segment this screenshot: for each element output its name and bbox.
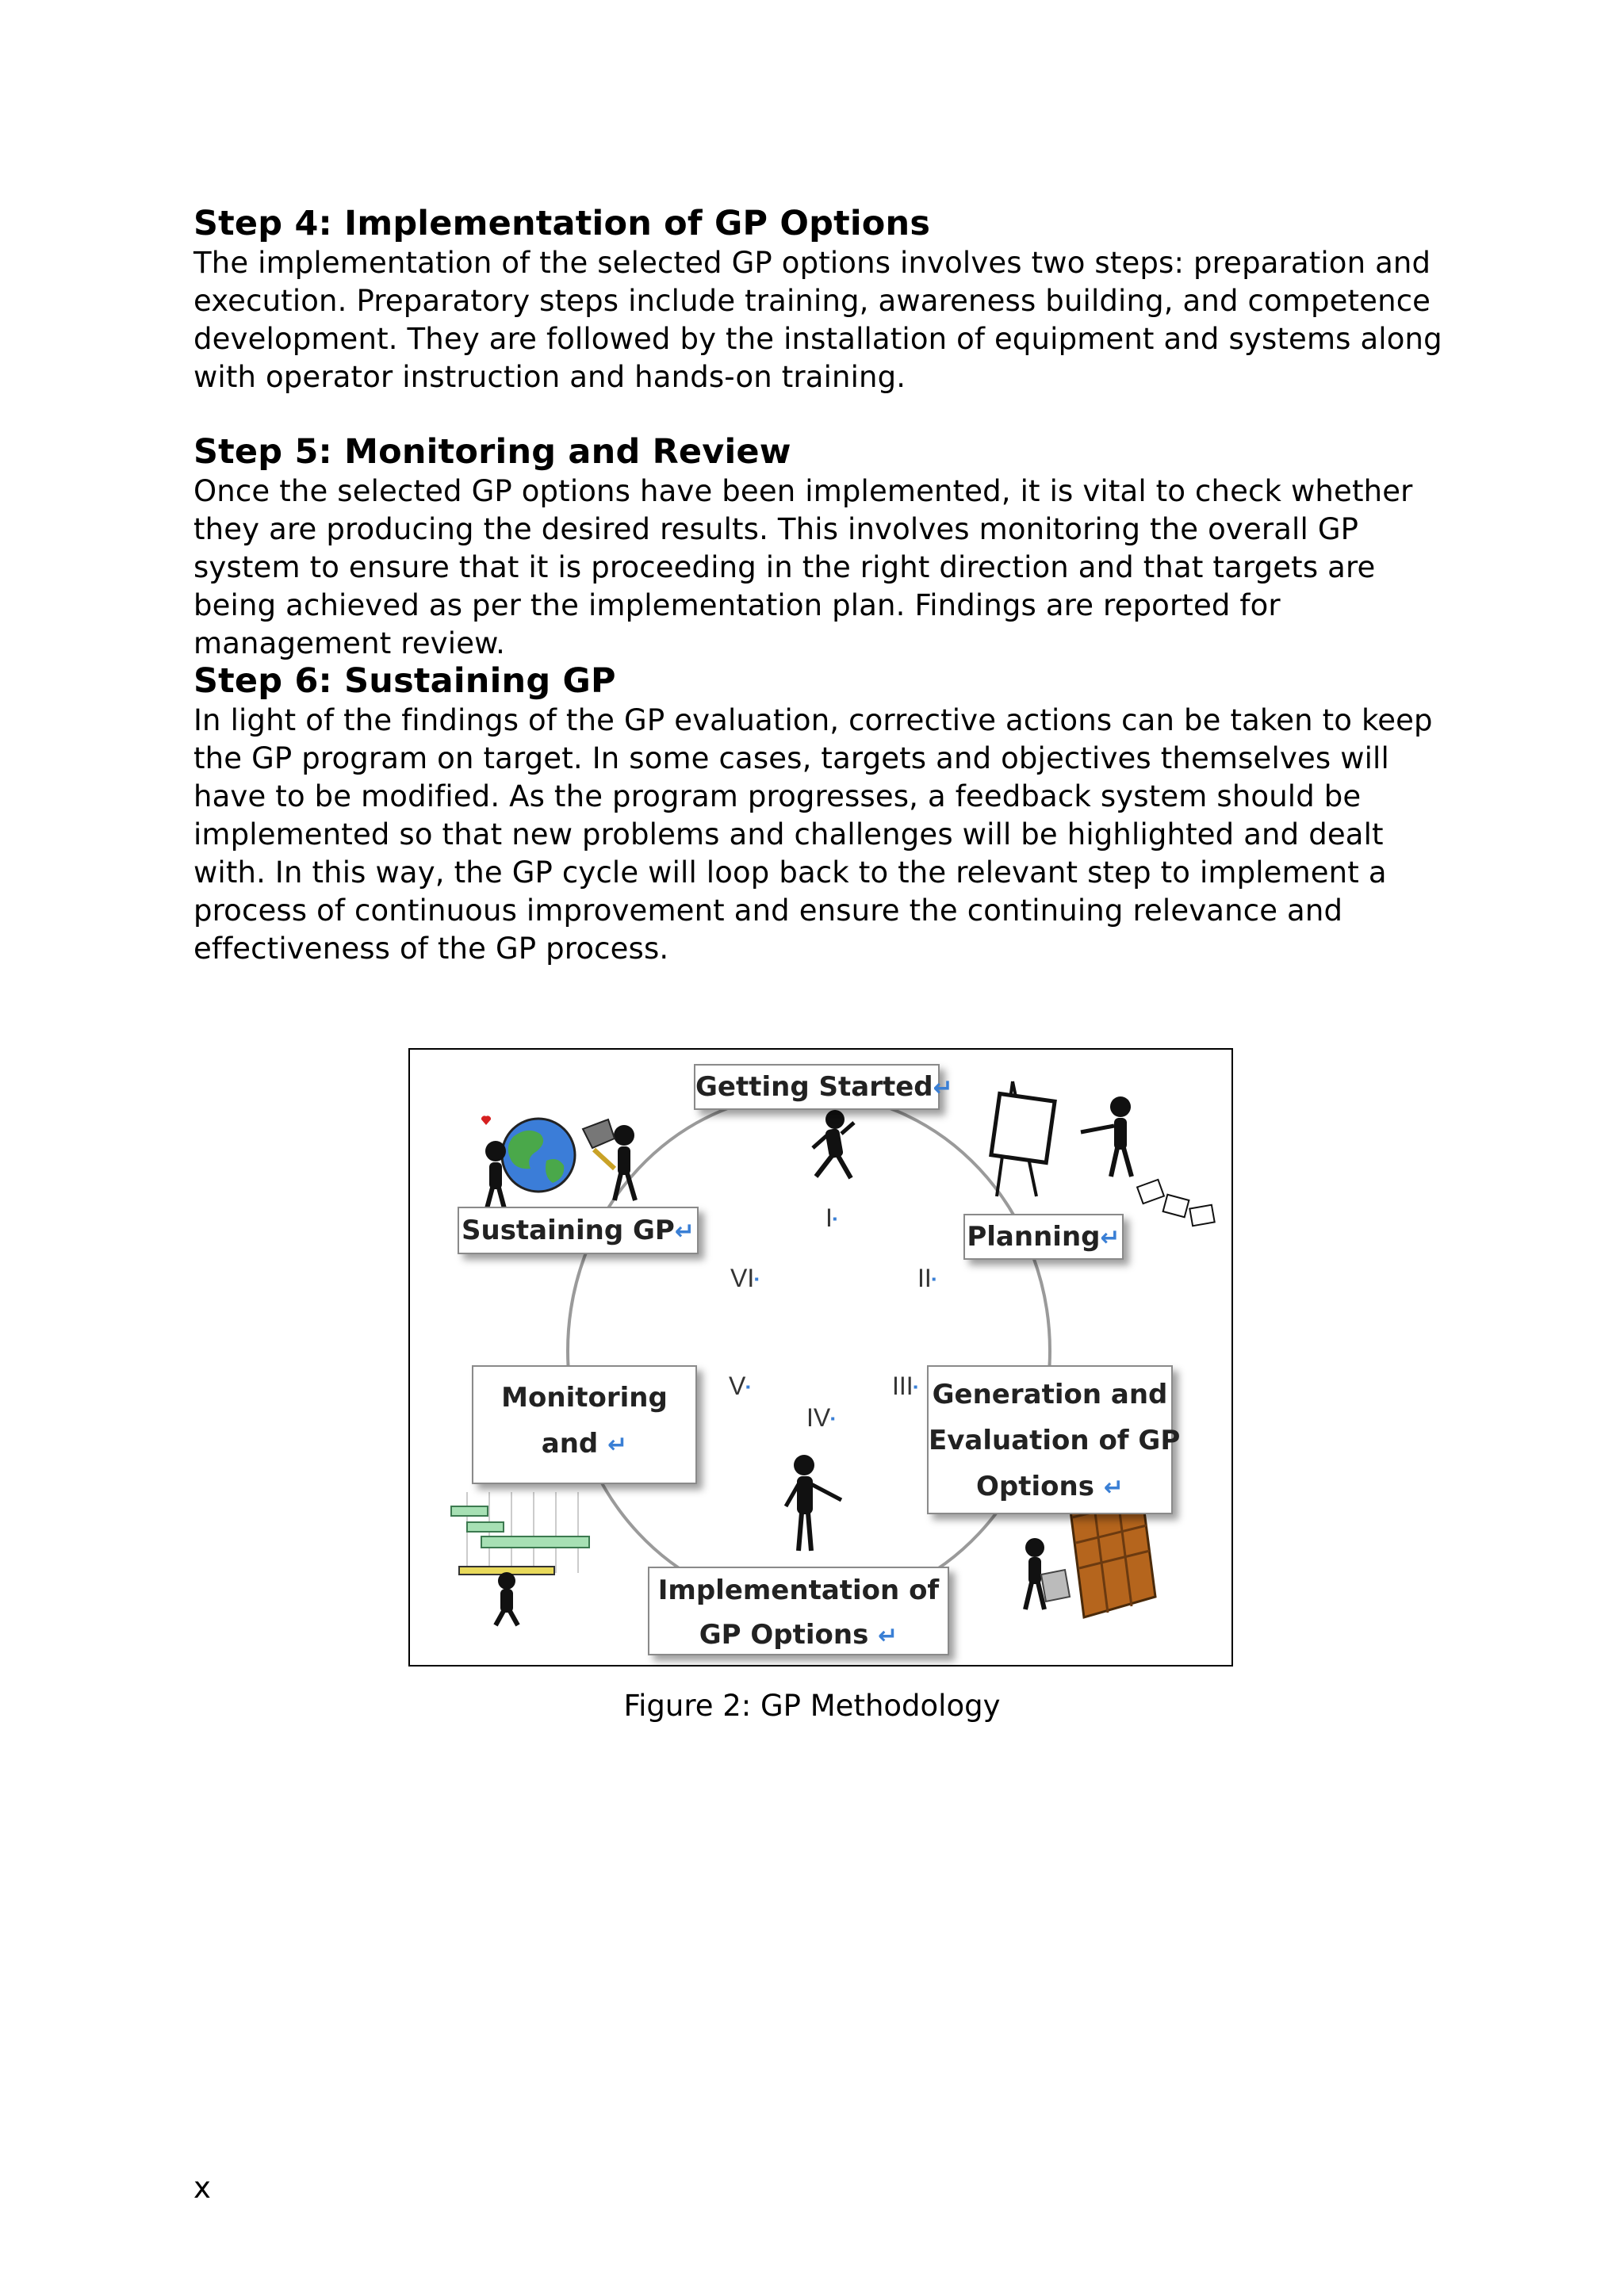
return-icon: ↵ <box>1103 1474 1124 1502</box>
section-body: In light of the findings of the GP evaluation, corrective actions can be taken to keep the GP program on target. In some cases, targets and objectives themselves will have to be modified. As the program progresses, a feedback system should be implemented so that new problems and challenges will be highlighted and dealt with. In this way, the GP cycle will loop back to the relevant step to implement a process of continuous improvement and ensure the continuing relevance and effectiveness of the GP process. <box>193 703 1433 966</box>
return-icon: ↵ <box>607 1431 628 1459</box>
step-monitoring <box>472 1365 697 1484</box>
step-label: Getting Started <box>695 1071 933 1103</box>
numeral-i: I▪ <box>825 1203 837 1232</box>
walking-figure-icon <box>813 1110 854 1178</box>
step-getting-started <box>694 1064 953 1110</box>
section-step-6 <box>193 660 1462 968</box>
section-body: Once the selected GP options have been implemented, it is vital to check whether they are producing the desired results. This involves monitoring the overall GP system to ensure that it is proceeding in the right direction and that targets are being achieved as per the implementation plan. Findings are reported for management review. <box>193 474 1413 660</box>
return-icon: ↵ <box>674 1218 695 1246</box>
page-number: x <box>193 2171 211 2205</box>
easel-figure-icon <box>991 1081 1215 1226</box>
section-heading: Step 5: Monitoring and Review <box>193 432 791 472</box>
figure-caption: Figure 2: GP Methodology <box>623 1689 1001 1723</box>
step-label-line-2: and <box>541 1428 599 1460</box>
gantt-figure-icon <box>451 1492 589 1625</box>
step-label-line-1: Implementation of <box>657 1575 940 1606</box>
numeral-vi: VI▪ <box>730 1264 759 1292</box>
step-label-line-1: Monitoring <box>501 1382 668 1414</box>
numeral-v: V▪ <box>729 1372 751 1400</box>
step-label: Sustaining GP <box>462 1215 675 1246</box>
step-sustaining <box>458 1207 699 1254</box>
step-label-line-2: Evaluation of GP <box>929 1425 1181 1456</box>
numeral-iii: III▪ <box>892 1372 918 1400</box>
return-icon: ↵ <box>878 1622 898 1650</box>
step-planning <box>963 1214 1124 1260</box>
step-implementation <box>648 1567 949 1655</box>
section-heading: Step 6: Sustaining GP <box>193 661 616 701</box>
step-label-line-3: Options <box>976 1471 1094 1502</box>
step-generation <box>927 1365 1181 1514</box>
step-label-line-1: Generation and <box>932 1379 1168 1410</box>
globe-figures-icon <box>481 1115 635 1211</box>
return-icon: ↵ <box>1100 1224 1120 1252</box>
section-heading: Step 4: Implementation of GP Options <box>193 204 931 243</box>
section-step-5 <box>193 431 1462 663</box>
pointing-figure-icon <box>786 1455 841 1551</box>
return-icon: ↵ <box>933 1074 953 1102</box>
numeral-ii: II▪ <box>917 1264 936 1292</box>
gp-methodology-figure <box>408 1048 1233 1667</box>
step-label-line-2: GP Options <box>699 1619 869 1651</box>
step-label: Planning <box>967 1221 1101 1253</box>
numeral-iv: IV▪ <box>806 1403 835 1432</box>
section-body: The implementation of the selected GP options involves two steps: preparation and execution. Preparatory steps include training, awareness building, and competence development. They are followed by the installation of equipment and systems along with operator instruction and hands-on training. <box>193 246 1442 394</box>
section-step-4 <box>193 203 1462 396</box>
